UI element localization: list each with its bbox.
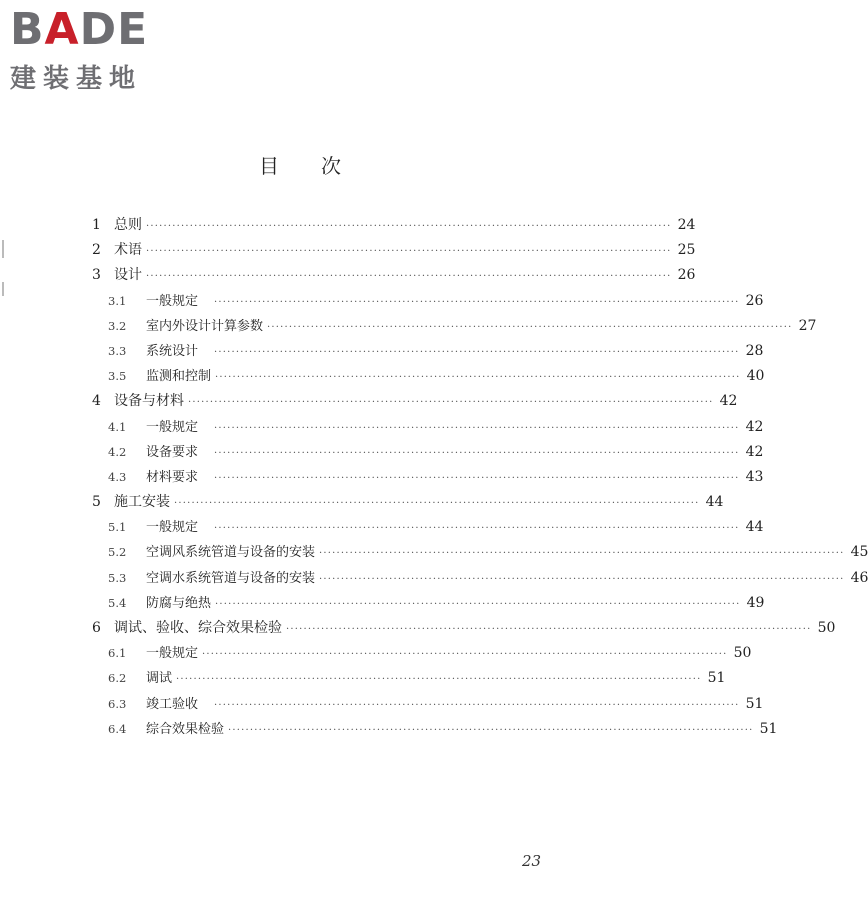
toc-entry-number: 1 <box>92 217 101 233</box>
toc-entry-page: 44 <box>705 494 724 511</box>
dot-leader: ························································································································ <box>214 346 740 358</box>
toc-entry-number: 3 <box>92 267 101 284</box>
logo-letters-de: DE <box>79 4 149 55</box>
toc-entry-title: 空调风系统管道与设备的安装 <box>146 545 316 561</box>
toc-entry-number: 5.4 <box>108 595 127 610</box>
toc-entry-title: 设计 <box>114 267 142 284</box>
toc-entry-title: 调试、验收、综合效果检验 <box>114 620 282 636</box>
toc-section-entry[interactable] <box>92 415 764 440</box>
toc-entry-title: 调试 <box>146 671 173 687</box>
toc-entry-number: 3.2 <box>108 318 127 333</box>
toc-entry-title: 材料要求 <box>146 469 199 485</box>
toc-section-entry[interactable] <box>92 314 817 339</box>
toc-entry-number: 5.1 <box>108 520 127 535</box>
toc-entry-page: 25 <box>677 242 696 259</box>
toc-entry-number: 6.2 <box>108 671 127 686</box>
toc-entry-page: 42 <box>745 418 764 435</box>
bade-logo <box>6 4 174 94</box>
toc-section-entry[interactable] <box>92 289 764 314</box>
toc-entry-number: 3.1 <box>108 293 127 308</box>
toc-section-entry[interactable] <box>92 440 764 465</box>
dot-leader: ························································································································ <box>215 598 741 610</box>
toc-entry-title: 系统设计 <box>146 343 199 359</box>
toc-entry-page: 50 <box>817 620 836 636</box>
toc-section-entry[interactable] <box>92 666 726 691</box>
toc-entry-number: 6.3 <box>108 696 127 711</box>
dot-leader: ························································································································ <box>286 624 812 635</box>
dot-leader: ························································································································ <box>214 296 740 308</box>
toc-entry-page: 51 <box>759 720 778 737</box>
page-number: 23 <box>522 852 542 870</box>
toc-entry-title: 一般规定 <box>146 293 199 309</box>
toc-entry-number: 5.2 <box>108 545 127 560</box>
toc-chapter-entry[interactable] <box>92 389 738 414</box>
dot-leader: ························································································································ <box>319 573 845 585</box>
toc-entry-number: 6.1 <box>108 646 127 661</box>
toc-entry-page: 42 <box>745 443 764 460</box>
toc-entry-number: 5.3 <box>108 570 127 585</box>
table-of-contents <box>92 213 868 742</box>
toc-section-entry[interactable] <box>92 717 778 742</box>
toc-entry-page: 49 <box>746 594 765 611</box>
toc-entry-page: 45 <box>850 544 868 561</box>
toc-entry-number: 2 <box>92 242 101 259</box>
toc-entry-number: 6 <box>92 620 101 636</box>
dot-leader: ························································································································ <box>267 321 793 333</box>
dot-leader: ························································································································ <box>215 372 741 384</box>
logo-subtitle: 建装基地 <box>10 64 143 94</box>
toc-entry-title: 术语 <box>114 242 142 259</box>
toc-entry-title: 设备要求 <box>146 444 199 460</box>
dot-leader: ························································································································ <box>214 699 740 711</box>
toc-entry-title: 综合效果检验 <box>146 721 225 737</box>
toc-entry-title: 监测和控制 <box>146 369 212 385</box>
toc-entry-number: 3.5 <box>108 369 127 384</box>
dot-leader: ························································································································ <box>214 523 740 535</box>
toc-entry-page: 43 <box>745 468 764 485</box>
toc-entry-page: 42 <box>719 393 738 410</box>
toc-entry-page: 50 <box>733 645 752 662</box>
toc-entry-page: 24 <box>677 217 696 233</box>
toc-entry-page: 46 <box>850 569 868 586</box>
toc-chapter-entry[interactable] <box>92 616 836 641</box>
logo-letter-a: A <box>44 4 80 55</box>
toc-section-entry[interactable] <box>92 339 764 364</box>
logo-letter-b: B <box>10 4 45 55</box>
toc-entry-number: 4.3 <box>108 469 127 484</box>
toc-entry-title: 一般规定 <box>146 646 199 662</box>
toc-entry-page: 26 <box>745 292 764 309</box>
toc-entry-title: 施工安装 <box>114 494 170 511</box>
toc-entry-page: 26 <box>677 267 696 284</box>
toc-section-entry[interactable] <box>92 692 764 717</box>
toc-entry-page: 51 <box>707 670 726 687</box>
toc-chapter-entry[interactable] <box>92 238 696 263</box>
toc-section-entry[interactable] <box>92 641 752 666</box>
toc-section-entry[interactable] <box>92 566 868 591</box>
dot-leader: ························································································································ <box>214 447 740 459</box>
dot-leader: ························································································································ <box>319 548 845 560</box>
dot-leader: ························································································································ <box>228 724 754 736</box>
toc-section-entry[interactable] <box>92 515 764 540</box>
dot-leader: ························································································································ <box>214 472 740 484</box>
scan-edge-mark <box>2 282 4 296</box>
toc-entry-number: 3.3 <box>108 343 127 358</box>
toc-chapter-entry[interactable] <box>92 213 696 238</box>
toc-entry-title: 总则 <box>114 217 142 233</box>
dot-leader: ························································································································ <box>202 649 728 661</box>
toc-section-entry[interactable] <box>92 465 764 490</box>
toc-entry-page: 51 <box>745 695 764 712</box>
dot-leader: ························································································································ <box>146 271 672 283</box>
toc-entry-number: 4.2 <box>108 444 127 459</box>
toc-entry-title: 防腐与绝热 <box>146 595 212 611</box>
toc-entry-title: 竣工验收 <box>146 696 199 712</box>
logo-wordmark <box>10 4 148 56</box>
toc-entry-number: 4.1 <box>108 419 127 434</box>
scan-edge-mark <box>2 240 4 258</box>
toc-entry-title: 一般规定 <box>146 419 199 435</box>
dot-leader: ························································································································ <box>188 397 714 409</box>
toc-entry-title: 室内外设计计算参数 <box>146 318 264 334</box>
toc-entry-number: 4 <box>92 393 101 410</box>
toc-entry-page: 27 <box>798 317 817 334</box>
page-title: 目次 <box>259 154 383 178</box>
dot-leader: ························································································································ <box>146 246 672 258</box>
toc-chapter-entry[interactable] <box>92 490 724 515</box>
toc-entry-page: 40 <box>746 368 765 385</box>
toc-entry-number: 6.4 <box>108 721 127 736</box>
toc-entry-title: 空调水系统管道与设备的安装 <box>146 570 316 586</box>
toc-section-entry[interactable] <box>92 364 765 389</box>
dot-leader: ························································································································ <box>174 498 700 510</box>
toc-entry-page: 28 <box>745 342 764 359</box>
toc-section-entry[interactable] <box>92 540 868 565</box>
toc-entry-title: 一般规定 <box>146 520 199 536</box>
dot-leader: ························································································································ <box>176 674 702 686</box>
toc-entry-number: 5 <box>92 494 101 511</box>
toc-section-entry[interactable] <box>92 591 765 616</box>
toc-entry-title: 设备与材料 <box>114 393 184 410</box>
toc-chapter-entry[interactable] <box>92 263 696 288</box>
dot-leader: ························································································································ <box>146 221 672 232</box>
dot-leader: ························································································································ <box>214 422 740 434</box>
toc-entry-page: 44 <box>745 519 764 536</box>
